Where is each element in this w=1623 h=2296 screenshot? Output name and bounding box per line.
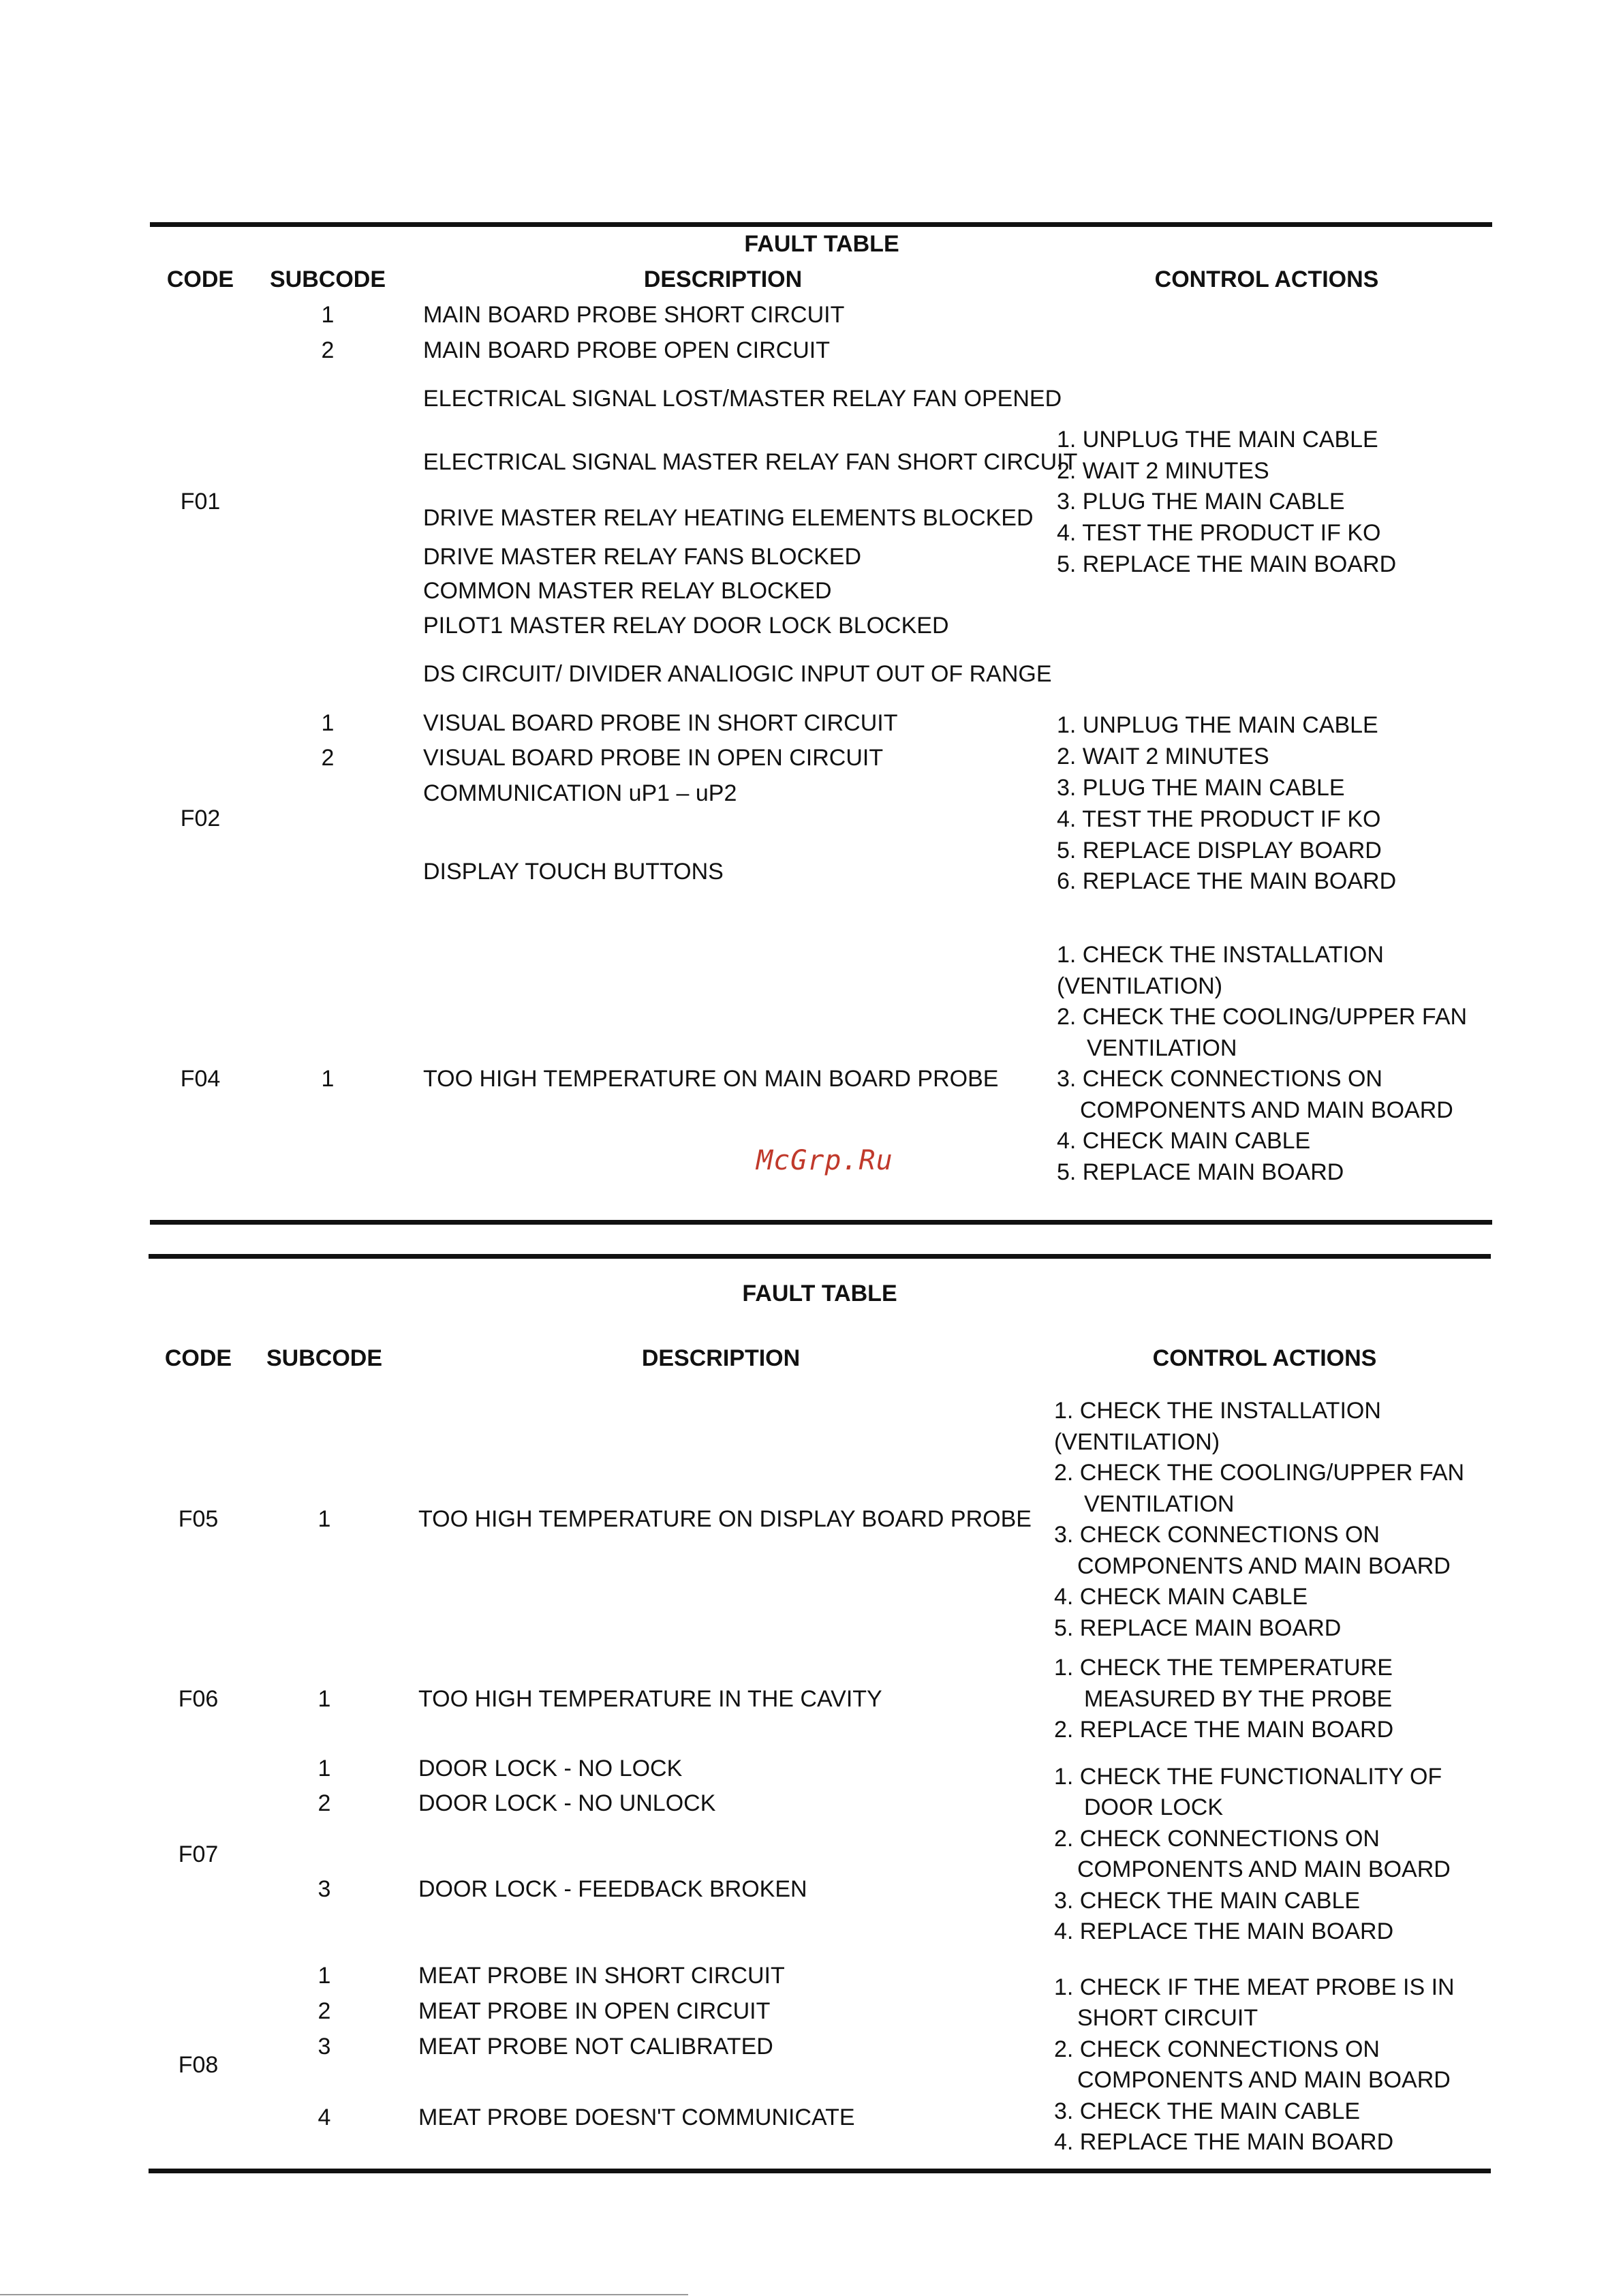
f01-description-5: DRIVE MASTER RELAY HEATING ELEMENTS BLOCKED — [423, 505, 1034, 531]
f01-description-4: ELECTRICAL SIGNAL MASTER RELAY FAN SHORT CIRCUIT — [423, 449, 1078, 475]
f01-action-3: 3. PLUG THE MAIN CABLE — [1057, 489, 1345, 515]
table2-header-subcode: SUBCODE — [266, 1345, 383, 1371]
f07-action-3: 2. CHECK CONNECTIONS ON — [1054, 1826, 1380, 1852]
f01-subcode-1: 1 — [321, 302, 335, 328]
table2-top-rule — [149, 1254, 1491, 1259]
f07-subcode-3: 3 — [318, 1876, 331, 1902]
f01-action-4: 4. TEST THE PRODUCT IF KO — [1057, 520, 1381, 546]
f01-action-5: 5. REPLACE THE MAIN BOARD — [1057, 551, 1397, 577]
f04-action-3: 2. CHECK THE COOLING/UPPER FAN — [1057, 1004, 1468, 1030]
table1-header-description: DESCRIPTION — [643, 266, 803, 292]
f07-action-1: 1. CHECK THE FUNCTIONALITY OF — [1054, 1764, 1442, 1790]
f04-action-2: (VENTILATION) — [1057, 973, 1223, 999]
f04-action-6: COMPONENTS AND MAIN BOARD — [1080, 1097, 1453, 1123]
f05-action-6: COMPONENTS AND MAIN BOARD — [1077, 1553, 1451, 1579]
f02-subcode-1: 1 — [321, 710, 335, 736]
f08-action-1: 1. CHECK IF THE MEAT PROBE IS IN — [1054, 1974, 1455, 2000]
fault-code-f02: F02 — [180, 806, 221, 831]
f05-action-2: (VENTILATION) — [1054, 1429, 1220, 1455]
f04-action-8: 5. REPLACE MAIN BOARD — [1057, 1159, 1344, 1185]
f02-action-2: 2. WAIT 2 MINUTES — [1057, 744, 1269, 769]
table2-title: FAULT TABLE — [742, 1281, 897, 1306]
fault-code-f01: F01 — [180, 489, 221, 515]
f05-action-1: 1. CHECK THE INSTALLATION — [1054, 1398, 1381, 1424]
fault-code-f04: F04 — [180, 1066, 221, 1092]
f07-action-4: COMPONENTS AND MAIN BOARD — [1077, 1856, 1451, 1882]
f08-subcode-2: 2 — [318, 1998, 331, 2024]
fault-code-f07: F07 — [178, 1841, 219, 1867]
f01-action-2: 2. WAIT 2 MINUTES — [1057, 458, 1269, 484]
f05-action-5: 3. CHECK CONNECTIONS ON — [1054, 1522, 1380, 1548]
f04-action-4: VENTILATION — [1087, 1035, 1237, 1061]
f07-description-1: DOOR LOCK - NO LOCK — [418, 1756, 683, 1781]
f07-action-2: DOOR LOCK — [1084, 1794, 1224, 1820]
f02-description-1: VISUAL BOARD PROBE IN SHORT CIRCUIT — [423, 710, 898, 736]
f02-description-2: VISUAL BOARD PROBE IN OPEN CIRCUIT — [423, 745, 884, 771]
f02-action-4: 4. TEST THE PRODUCT IF KO — [1057, 806, 1381, 832]
f01-description-3: ELECTRICAL SIGNAL LOST/MASTER RELAY FAN OPENED — [423, 386, 1062, 412]
f01-description-6: DRIVE MASTER RELAY FANS BLOCKED — [423, 544, 862, 570]
f01-description-8: PILOT1 MASTER RELAY DOOR LOCK BLOCKED — [423, 613, 949, 639]
f02-action-5: 5. REPLACE DISPLAY BOARD — [1057, 838, 1382, 863]
f08-action-4: COMPONENTS AND MAIN BOARD — [1077, 2067, 1451, 2093]
f01-description-9: DS CIRCUIT/ DIVIDER ANALIOGIC INPUT OUT OF RANGE — [423, 661, 1052, 687]
f06-action-1: 1. CHECK THE TEMPERATURE — [1054, 1655, 1393, 1681]
f08-subcode-4: 4 — [318, 2104, 331, 2130]
f08-subcode-3: 3 — [318, 2034, 331, 2060]
f02-subcode-2: 2 — [321, 745, 335, 771]
f04-description-1: TOO HIGH TEMPERATURE ON MAIN BOARD PROBE — [423, 1066, 999, 1092]
f04-action-5: 3. CHECK CONNECTIONS ON — [1057, 1066, 1382, 1092]
f07-subcode-2: 2 — [318, 1790, 331, 1816]
f05-action-8: 5. REPLACE MAIN BOARD — [1054, 1615, 1342, 1641]
f02-action-1: 1. UNPLUG THE MAIN CABLE — [1057, 712, 1378, 738]
watermark: McGrp.Ru — [756, 1145, 893, 1176]
f05-action-4: VENTILATION — [1084, 1491, 1235, 1517]
table2-header-actions: CONTROL ACTIONS — [1152, 1345, 1377, 1371]
f08-action-5: 3. CHECK THE MAIN CABLE — [1054, 2098, 1361, 2124]
f08-action-6: 4. REPLACE THE MAIN BOARD — [1054, 2129, 1394, 2155]
page-edge-line — [0, 2294, 688, 2295]
f05-action-7: 4. CHECK MAIN CABLE — [1054, 1584, 1308, 1610]
f08-description-4: MEAT PROBE DOESN'T COMMUNICATE — [418, 2104, 855, 2130]
fault-code-f08: F08 — [178, 2052, 219, 2078]
f06-action-2: MEASURED BY THE PROBE — [1084, 1686, 1393, 1712]
f01-description-2: MAIN BOARD PROBE OPEN CIRCUIT — [423, 337, 830, 363]
table2-bottom-rule — [149, 2169, 1491, 2173]
fault-code-f06: F06 — [178, 1686, 219, 1712]
f07-action-6: 4. REPLACE THE MAIN BOARD — [1054, 1918, 1394, 1944]
f08-description-3: MEAT PROBE NOT CALIBRATED — [418, 2034, 773, 2060]
table1-header-subcode: SUBCODE — [269, 266, 386, 292]
f05-description-1: TOO HIGH TEMPERATURE ON DISPLAY BOARD PROBE — [418, 1506, 1032, 1532]
fault-code-f05: F05 — [178, 1506, 219, 1532]
table1-top-rule — [150, 222, 1492, 227]
f04-action-7: 4. CHECK MAIN CABLE — [1057, 1128, 1311, 1154]
f08-action-3: 2. CHECK CONNECTIONS ON — [1054, 2036, 1380, 2062]
f08-description-1: MEAT PROBE IN SHORT CIRCUIT — [418, 1963, 785, 1989]
f07-action-5: 3. CHECK THE MAIN CABLE — [1054, 1888, 1361, 1914]
table1-bottom-rule — [150, 1220, 1492, 1225]
f01-description-1: MAIN BOARD PROBE SHORT CIRCUIT — [423, 302, 845, 328]
f07-subcode-1: 1 — [318, 1756, 331, 1781]
table1-header-code: CODE — [166, 266, 234, 292]
f07-description-3: DOOR LOCK - FEEDBACK BROKEN — [418, 1876, 807, 1902]
f08-action-2: SHORT CIRCUIT — [1077, 2005, 1258, 2031]
f01-action-1: 1. UNPLUG THE MAIN CABLE — [1057, 427, 1378, 453]
f05-action-3: 2. CHECK THE COOLING/UPPER FAN — [1054, 1460, 1465, 1486]
f04-subcode-1: 1 — [321, 1066, 335, 1092]
f08-subcode-1: 1 — [318, 1963, 331, 1989]
table2-header-description: DESCRIPTION — [641, 1345, 801, 1371]
f02-action-3: 3. PLUG THE MAIN CABLE — [1057, 775, 1345, 801]
f01-subcode-2: 2 — [321, 337, 335, 363]
f02-description-4: DISPLAY TOUCH BUTTONS — [423, 859, 724, 885]
f01-description-7: COMMON MASTER RELAY BLOCKED — [423, 578, 832, 604]
f08-description-2: MEAT PROBE IN OPEN CIRCUIT — [418, 1998, 771, 2024]
f06-subcode-1: 1 — [318, 1686, 331, 1712]
f02-description-3: COMMUNICATION uP1 – uP2 — [423, 780, 737, 806]
table1-title: FAULT TABLE — [744, 231, 899, 257]
table1-header-actions: CONTROL ACTIONS — [1154, 266, 1379, 292]
f04-action-1: 1. CHECK THE INSTALLATION — [1057, 942, 1384, 968]
table2-header-code: CODE — [164, 1345, 232, 1371]
f06-description-1: TOO HIGH TEMPERATURE IN THE CAVITY — [418, 1686, 882, 1712]
f06-action-3: 2. REPLACE THE MAIN BOARD — [1054, 1717, 1394, 1743]
f07-description-2: DOOR LOCK - NO UNLOCK — [418, 1790, 716, 1816]
f05-subcode-1: 1 — [318, 1506, 331, 1532]
f02-action-6: 6. REPLACE THE MAIN BOARD — [1057, 868, 1397, 894]
